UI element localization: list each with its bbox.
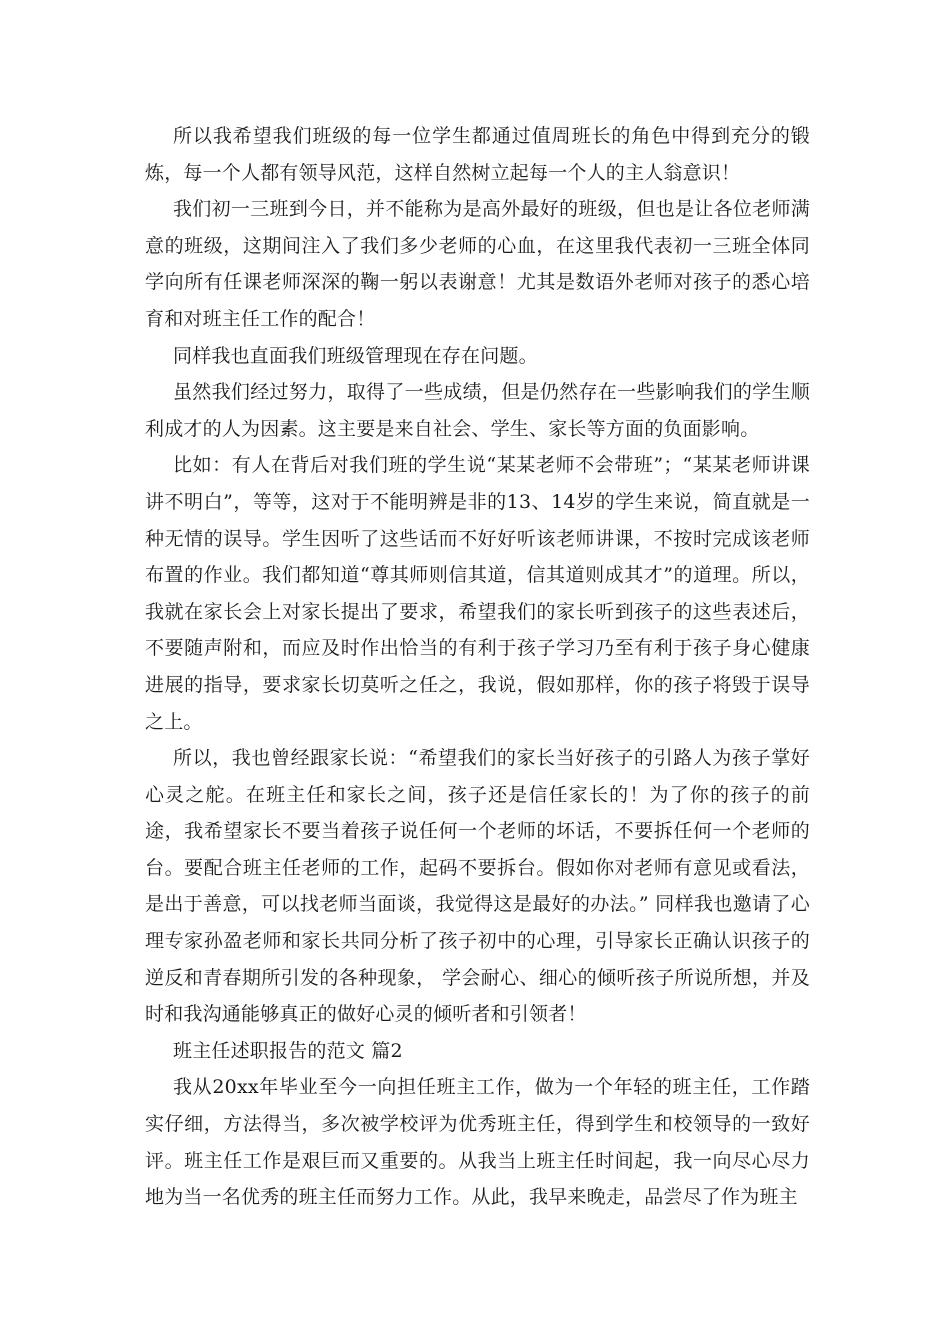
section-heading: 班主任述职报告的范文 篇2 (173, 1039, 403, 1062)
paragraph-2: 我们初一三班到今日，并不能称为是高外最好的班级，但也是让各位老师满意的班级，这期间注入了我们多少老师的心血，在这里我代表初一三班全体同学向所有任课老师深深的鞠一躬以表谢意！尤其是数语外老师对孩子的悉心培育和对班主任工作的配合！ (145, 198, 810, 330)
paragraph-5: 比如：有人在背后对我们班的学生说“某某老师不会带班”；“某某老师讲课讲不明白”，等等，这对于不能明辨是非的13、14岁的学生来说，简直就是一种无情的误导。学生因听了这些话而不好好听该老师讲课，不按时完成该老师布置的作业。我们都知道“尊其师则信其道，信其道则成其才”的道理。所以，我就在家长会上对家长提出了要求，希望我们的家长听到孩子的这些表述后，不要随声附和，而应及时作出恰当的有利于孩子学习乃至有利于孩子身心健康进展的指导，要求家长切莫听之任之，我说，假如那样，你的孩子将毁于误导之上。 (145, 454, 810, 733)
paragraph-6: 所以，我也曾经跟家长说：“希望我们的家长当好孩子的引路人为孩子掌好心灵之舵。在班主任和家长之间，孩子还是信任家长的！为了你的孩子的前途，我希望家长不要当着孩子说任何一个老师的坏话，不要拆任何一个老师的台。要配合班主任老师的工作，起码不要拆台。假如你对老师有意见或看法，是出于善意，可以找老师当面谈，我觉得这是最好的办法。” 同样我也邀请了心理专家孙盈老师和家长共同分析了孩子初中的心理，引导家长正确认识孩子的逆反和青春期所引发的各种现象， 学会耐心、细心的倾听孩子所说所想，并及时和我沟通能够真正的做好心灵的倾听者和引领者！ (145, 747, 810, 1026)
paragraph-7: 我从20xx年毕业至今一向担任班主工作，做为一个年轻的班主任，工作踏实仔细，方法得当，多次被学校评为优秀班主任，得到学生和校领导的一致好评。班主任工作是艰巨而又重要的。从我当上班主任时间起，我一向尽心尽力地为当一名优秀的班主任而努力工作。从此，我早来晚走，品尝尽了作为班主 (145, 1076, 810, 1209)
paragraph-1: 所以我希望我们班级的每一位学生都通过值周班长的角色中得到充分的锻炼，每一个人都有领导风范，这样自然树立起每一个人的主人翁意识！ (145, 125, 810, 184)
document-body (145, 118, 810, 1216)
paragraph-3: 同样我也直面我们班级管理现在存在问题。 (173, 344, 538, 367)
paragraph-4: 虽然我们经过努力，取得了一些成绩，但是仍然存在一些影响我们的学生顺利成才的人为因素。这主要是来自社会、学生、家长等方面的负面影响。 (145, 381, 810, 440)
